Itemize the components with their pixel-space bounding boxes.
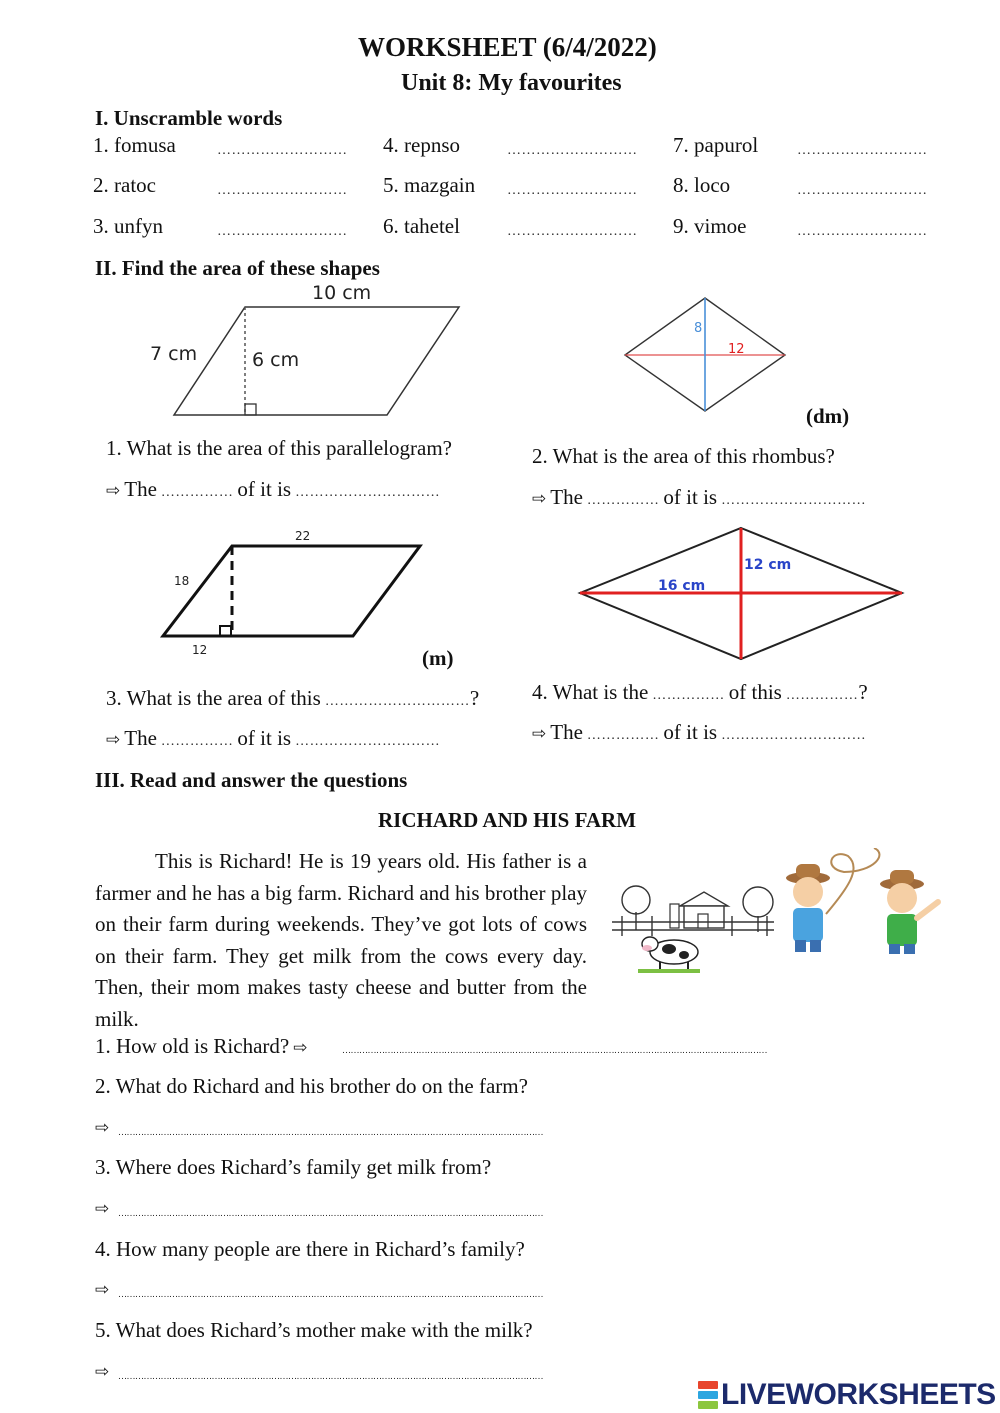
story-text: This is Richard! He is 19 years old. His father is a farmer and he has a big farm. Richard and his brother play on their farm during weekends. They’ve got lots of cows on their farm. They get milk from the cows every day. Then, their mom makes tasty cheese and butter from the milk. [95,849,587,1031]
shape3-side-label: 18 [174,574,190,588]
shape3-bottom-label: 12 [192,643,208,657]
arrow-icon: ⇨ [293,1038,308,1058]
section1-heading: I. Unscramble words [95,106,283,130]
reading-answer-1-dots[interactable]: …………………………………………………………………………………………………………………………………… [342,1045,767,1055]
unscramble-item-1: 1. fomusa [93,133,176,157]
question-4 [532,680,868,705]
rhombus-figure-2 [615,290,795,420]
answer2-blank-b[interactable]: ………………………… [721,493,867,508]
unscramble-blank-5[interactable]: ……………………… [507,183,638,198]
reading-question-5: 5. What does Richard’s mother make with the milk? [95,1318,533,1342]
shape2-vertical-label: 8 [694,321,703,336]
answer1-blank-b[interactable]: ………………………… [295,485,441,500]
answer2-blank-a[interactable]: …………… [586,493,660,508]
shape2-horizontal-label: 12 [728,342,745,357]
answer2-the: The [550,485,583,509]
rhombus-figure-4 [573,520,908,665]
reading-answer-1[interactable] [342,1040,910,1058]
arrow-icon: ⇨ [95,1118,110,1138]
reading-question-3: 3. Where does Richard’s family get milk from? [95,1155,492,1179]
arrow-icon: ⇨ [106,481,121,501]
question3-text: 3. What is the area of this [106,686,321,710]
answer-line-4 [532,720,866,745]
question4-blank-b[interactable]: …………… [785,688,859,703]
answer1-of-it-is: of it is [237,477,292,501]
cow-icon [638,937,700,973]
story-paragraph [95,846,587,1035]
unscramble-blank-3[interactable]: ……………………… [217,224,348,239]
unscramble-item-9: 9. vimoe [673,214,747,238]
unscramble-item-8: 8. loco [673,173,731,197]
reading-answer-3-dots[interactable]: …………………………………………………………………………………………………………………………………… [118,1208,543,1218]
unscramble-blank-4[interactable]: ……………………… [507,143,638,158]
unscramble-item-3: 3. unfyn [93,214,163,238]
cowboy-boy-icon [786,848,879,952]
unscramble-blank-6[interactable]: ……………………… [507,224,638,239]
reading-question-4: 4. How many people are there in Richard’s family? [95,1237,525,1261]
shape3-unit: (m) [422,646,454,670]
unscramble-blank-1[interactable]: ……………………… [217,143,348,158]
shape4-vertical-label: 12 cm [744,557,792,573]
question-3 [106,686,479,711]
section2-heading: II. Find the area of these shapes [95,256,380,280]
reading-question-1 [95,1034,307,1059]
reading-question-2: 2. What do Richard and his brother do on the farm? [95,1074,528,1098]
parallelogram-figure-1 [140,278,480,423]
shape1-top-label: 10 cm [312,282,372,304]
reading-answer-3[interactable] [118,1203,910,1221]
logo-badge-icon [698,1381,718,1409]
worksheet-title: WORKSHEET (6/4/2022) [358,32,657,62]
question3-blank[interactable]: ………………………… [324,694,470,709]
answer4-blank-a[interactable]: …………… [586,728,660,743]
answer2-of-it-is: of it is [663,485,718,509]
answer3-blank-b[interactable]: ………………………… [295,734,441,749]
unscramble-blank-9[interactable]: ……………………… [797,224,928,239]
arrow-icon: ⇨ [106,730,121,750]
unscramble-blank-7[interactable]: ……………………… [797,143,928,158]
unscramble-blank-8[interactable]: ……………………… [797,183,928,198]
reading-answer-5-dots[interactable]: …………………………………………………………………………………………………………………………………… [118,1371,543,1381]
unscramble-item-4: 4. repnso [383,133,460,157]
shape4-horizontal-label: 16 cm [658,578,706,594]
question-parallelogram-area: 1. What is the area of this parallelogram? [106,436,452,460]
farm-illustration [612,848,950,976]
shape1-height-label: 6 cm [252,349,300,371]
arrow-icon: ⇨ [95,1362,110,1382]
question4-end: ? [858,680,868,704]
unscramble-item-5: 5. mazgain [383,173,476,197]
answer3-the: The [124,726,157,750]
section3-heading: III. Read and answer the questions [95,768,408,792]
question4-text-b: of this [728,680,782,704]
question3-end: ? [469,686,480,710]
unscramble-blank-2[interactable]: ……………………… [217,183,348,198]
unscramble-item-6: 6. tahetel [383,214,460,238]
answer-line-2 [532,485,866,510]
answer-line-1 [106,477,440,502]
cowboy-boy-icon [880,870,938,954]
parallelogram-figure-3 [150,525,440,660]
story-title: RICHARD AND HIS FARM [378,808,637,832]
answer3-of-it-is: of it is [237,726,292,750]
unit-subtitle: Unit 8: My favourites [401,70,622,96]
reading-question-1-text: 1. How old is Richard? [95,1034,290,1058]
reading-answer-2-dots[interactable]: …………………………………………………………………………………………………………………………………… [118,1127,543,1137]
shape3-top-label: 22 [295,529,311,543]
unscramble-item-2: 2. ratoc [93,173,156,197]
reading-answer-5[interactable] [118,1366,698,1384]
arrow-icon: ⇨ [95,1280,110,1300]
answer4-the: The [550,720,583,744]
answer4-of-it-is: of it is [663,720,718,744]
unscramble-item-7: 7. papurol [673,133,759,157]
reading-answer-2[interactable] [118,1122,910,1140]
logo-text: LIVEWORKSHEETS [721,1378,996,1411]
answer1-the: The [124,477,157,501]
arrow-icon: ⇨ [532,724,547,744]
reading-answer-4-dots[interactable]: …………………………………………………………………………………………………………………………………… [118,1289,543,1299]
question-rhombus-area: 2. What is the area of this rhombus? [532,444,835,468]
shape2-unit: (dm) [806,404,850,428]
liveworksheets-logo[interactable] [698,1378,996,1412]
arrow-icon: ⇨ [95,1199,110,1219]
answer1-blank-a[interactable]: …………… [160,485,234,500]
answer-line-3 [106,726,440,751]
question4-text-a: 4. What is the [532,680,649,704]
answer3-blank-a[interactable]: …………… [160,734,234,749]
shape1-side-label: 7 cm [150,343,198,365]
answer4-blank-b[interactable]: ………………………… [721,728,867,743]
question4-blank-a[interactable]: …………… [652,688,725,703]
reading-answer-4[interactable] [118,1284,910,1302]
arrow-icon: ⇨ [532,489,547,509]
